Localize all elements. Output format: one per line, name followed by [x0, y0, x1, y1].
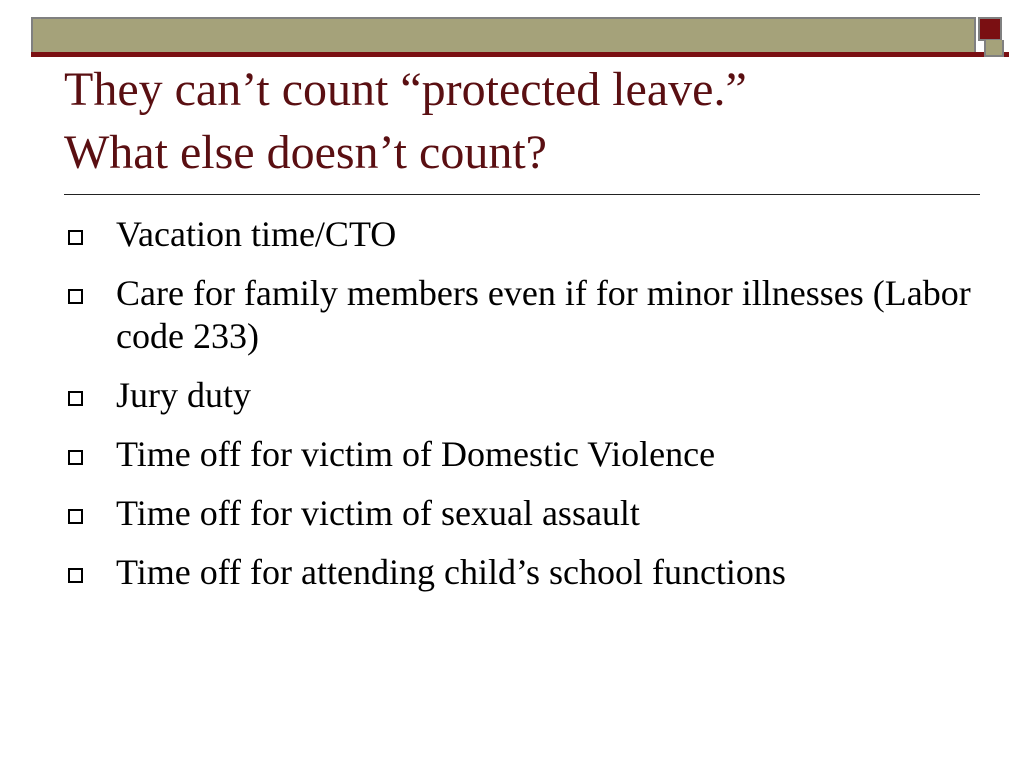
bullet-item	[66, 551, 986, 594]
hollow-square-bullet-icon	[68, 289, 83, 304]
hollow-square-bullet-icon	[68, 391, 83, 406]
corner-square-olive	[984, 40, 1004, 57]
bullet-text: Care for family members even if for minor illnesses (Labor code 233)	[116, 273, 971, 356]
bullet-text: Time off for victim of sexual assault	[116, 493, 640, 533]
bullet-text: Jury duty	[116, 375, 251, 415]
title-line-1: They can’t count “protected leave.”	[64, 63, 747, 116]
bullet-item	[66, 213, 986, 256]
bullet-text: Time off for victim of Domestic Violence	[116, 434, 716, 474]
slide-title	[64, 58, 964, 184]
title-line-2: What else doesn’t count?	[64, 126, 547, 179]
header-band	[31, 17, 976, 55]
hollow-square-bullet-icon	[68, 230, 83, 245]
corner-square-red	[978, 17, 1002, 41]
hollow-square-bullet-icon	[68, 509, 83, 524]
bullet-item	[66, 272, 986, 358]
title-divider	[64, 194, 980, 195]
bullet-item	[66, 374, 986, 417]
bullet-list	[66, 213, 986, 610]
bullet-item	[66, 433, 986, 476]
bullet-item	[66, 492, 986, 535]
bullet-text: Time off for attending child’s school functions	[116, 552, 786, 592]
hollow-square-bullet-icon	[68, 568, 83, 583]
header-accent-line	[31, 52, 1009, 57]
hollow-square-bullet-icon	[68, 450, 83, 465]
bullet-text: Vacation time/CTO	[116, 214, 397, 254]
